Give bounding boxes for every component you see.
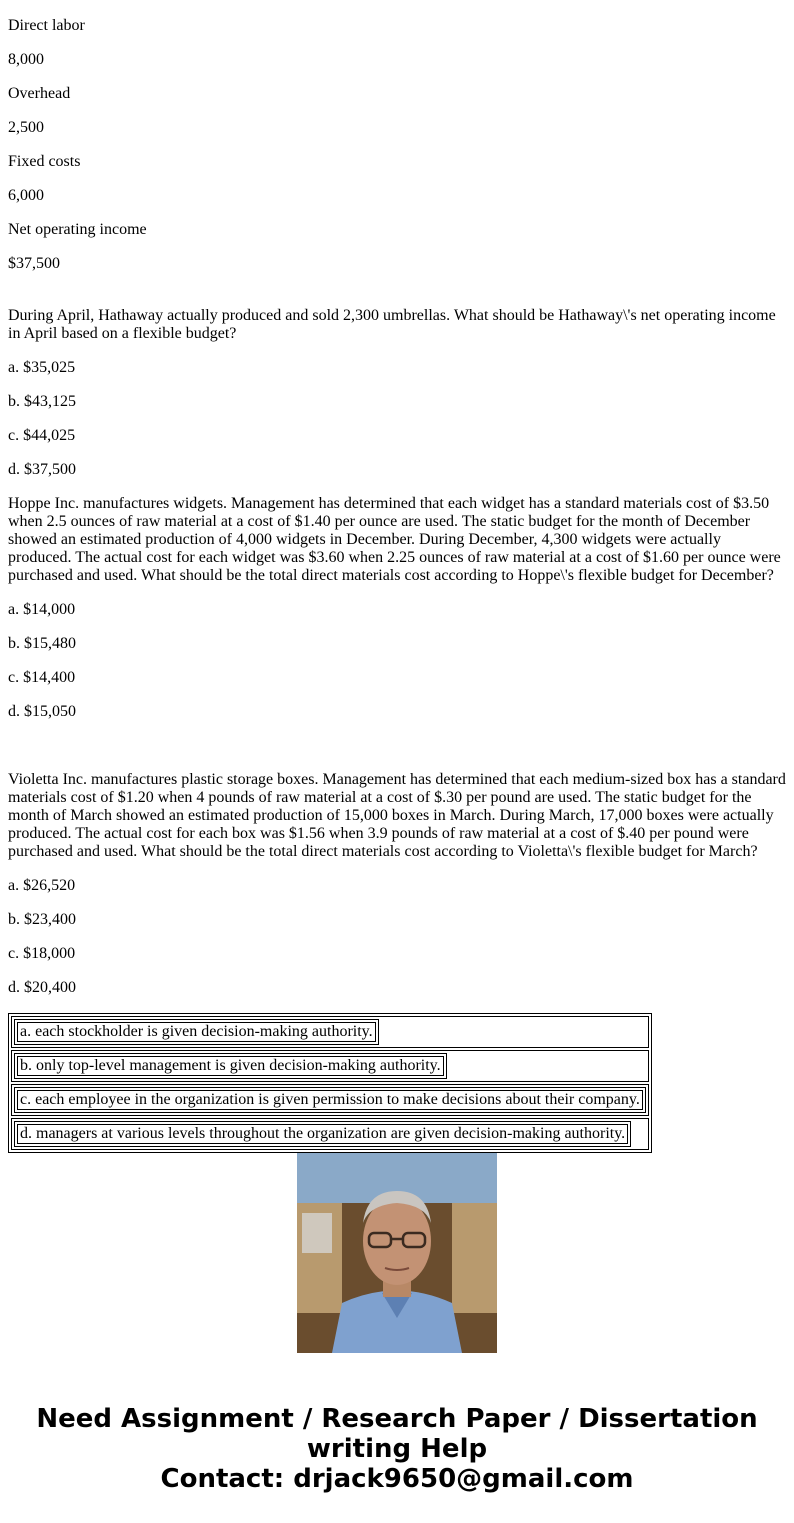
question-4-option-b: b. only top-level management is given decision-making authority. xyxy=(17,1056,444,1076)
question-3-option-b: b. $23,400 xyxy=(8,911,76,928)
avatar xyxy=(297,1153,497,1353)
question-2-option-d: d. $15,050 xyxy=(8,703,76,720)
question-2-option-a: a. $14,000 xyxy=(8,601,76,618)
promo-banner xyxy=(0,1122,794,1523)
table-row xyxy=(11,1050,649,1082)
question-4-option-d: d. managers at various levels throughout the organization are given decision-making authority. xyxy=(17,1124,628,1144)
income-value-net-operating-income: $37,500 xyxy=(8,255,60,272)
question-2-option-c: c. $14,400 xyxy=(8,669,76,686)
income-label-overhead: Overhead xyxy=(8,85,71,102)
promo-headline-line-2: writing Help xyxy=(306,1434,488,1464)
income-label-direct-labor: Direct labor xyxy=(8,17,85,34)
question-1-option-d: d. $37,500 xyxy=(8,461,76,478)
question-3-text: Violetta Inc. manufactures plastic storage boxes. Management has determined that each medium-sized box has a standard materials cost of $1.20 when 4 pounds of raw material at a cost of $.30 per pound are used. The static budget for the month of March showed an estimated production of 15,000 boxes in March. During March, 17,000 boxes were actually produced. The actual cost for each box was $1.56 when 3.9 pounds of raw material at a cost of $.40 per pound were purchased and used. What should be the total direct materials cost according to Violetta\'s flexible budget for March? xyxy=(8,771,786,860)
income-value-overhead: 2,500 xyxy=(8,119,44,136)
income-value-fixed-costs: 6,000 xyxy=(8,187,44,204)
income-value-direct-labor: 8,000 xyxy=(8,51,44,68)
question-3-option-c: c. $18,000 xyxy=(8,945,76,962)
promo-contact-email[interactable]: Contact: drjack9650@gmail.com xyxy=(160,1464,634,1494)
question-1-text: During April, Hathaway actually produced and sold 2,300 umbrellas. What should be Hathaway\'s net operating income in April based on a flexible budget? xyxy=(8,307,776,342)
income-label-fixed-costs: Fixed costs xyxy=(8,153,81,170)
document-content xyxy=(8,0,788,1142)
question-1-option-b: b. $43,125 xyxy=(8,393,76,410)
question-1-option-a: a. $35,025 xyxy=(8,359,76,376)
income-label-net-operating-income: Net operating income xyxy=(8,221,147,238)
question-2-option-b: b. $15,480 xyxy=(8,635,76,652)
question-3-option-a: a. $26,520 xyxy=(8,877,76,894)
promo-headline-line-1: Need Assignment / Research Paper / Dissertation xyxy=(36,1404,758,1434)
table-row xyxy=(11,1016,649,1048)
question-1-option-c: c. $44,025 xyxy=(8,427,76,444)
tutor-portrait-image xyxy=(297,1153,497,1353)
question-3-option-d: d. $20,400 xyxy=(8,979,76,996)
question-4-option-c: c. each employee in the organization is given permission to make decisions about their company. xyxy=(17,1090,643,1110)
question-4-option-a: a. each stockholder is given decision-making authority. xyxy=(17,1022,376,1042)
table-row xyxy=(11,1084,649,1116)
question-2-text: Hoppe Inc. manufactures widgets. Management has determined that each widget has a standard materials cost of $3.50 when 2.5 ounces of raw material at a cost of $1.40 per ounce are used. The static budget for the month of December showed an estimated production of 4,000 widgets in December. During December, 4,300 widgets were actually produced. The actual cost for each widget was $3.60 when 2.25 ounces of raw material at a cost of $1.60 per ounce were purchased and used. What should be the total direct materials cost according to Hoppe\'s flexible budget for December? xyxy=(8,495,781,584)
